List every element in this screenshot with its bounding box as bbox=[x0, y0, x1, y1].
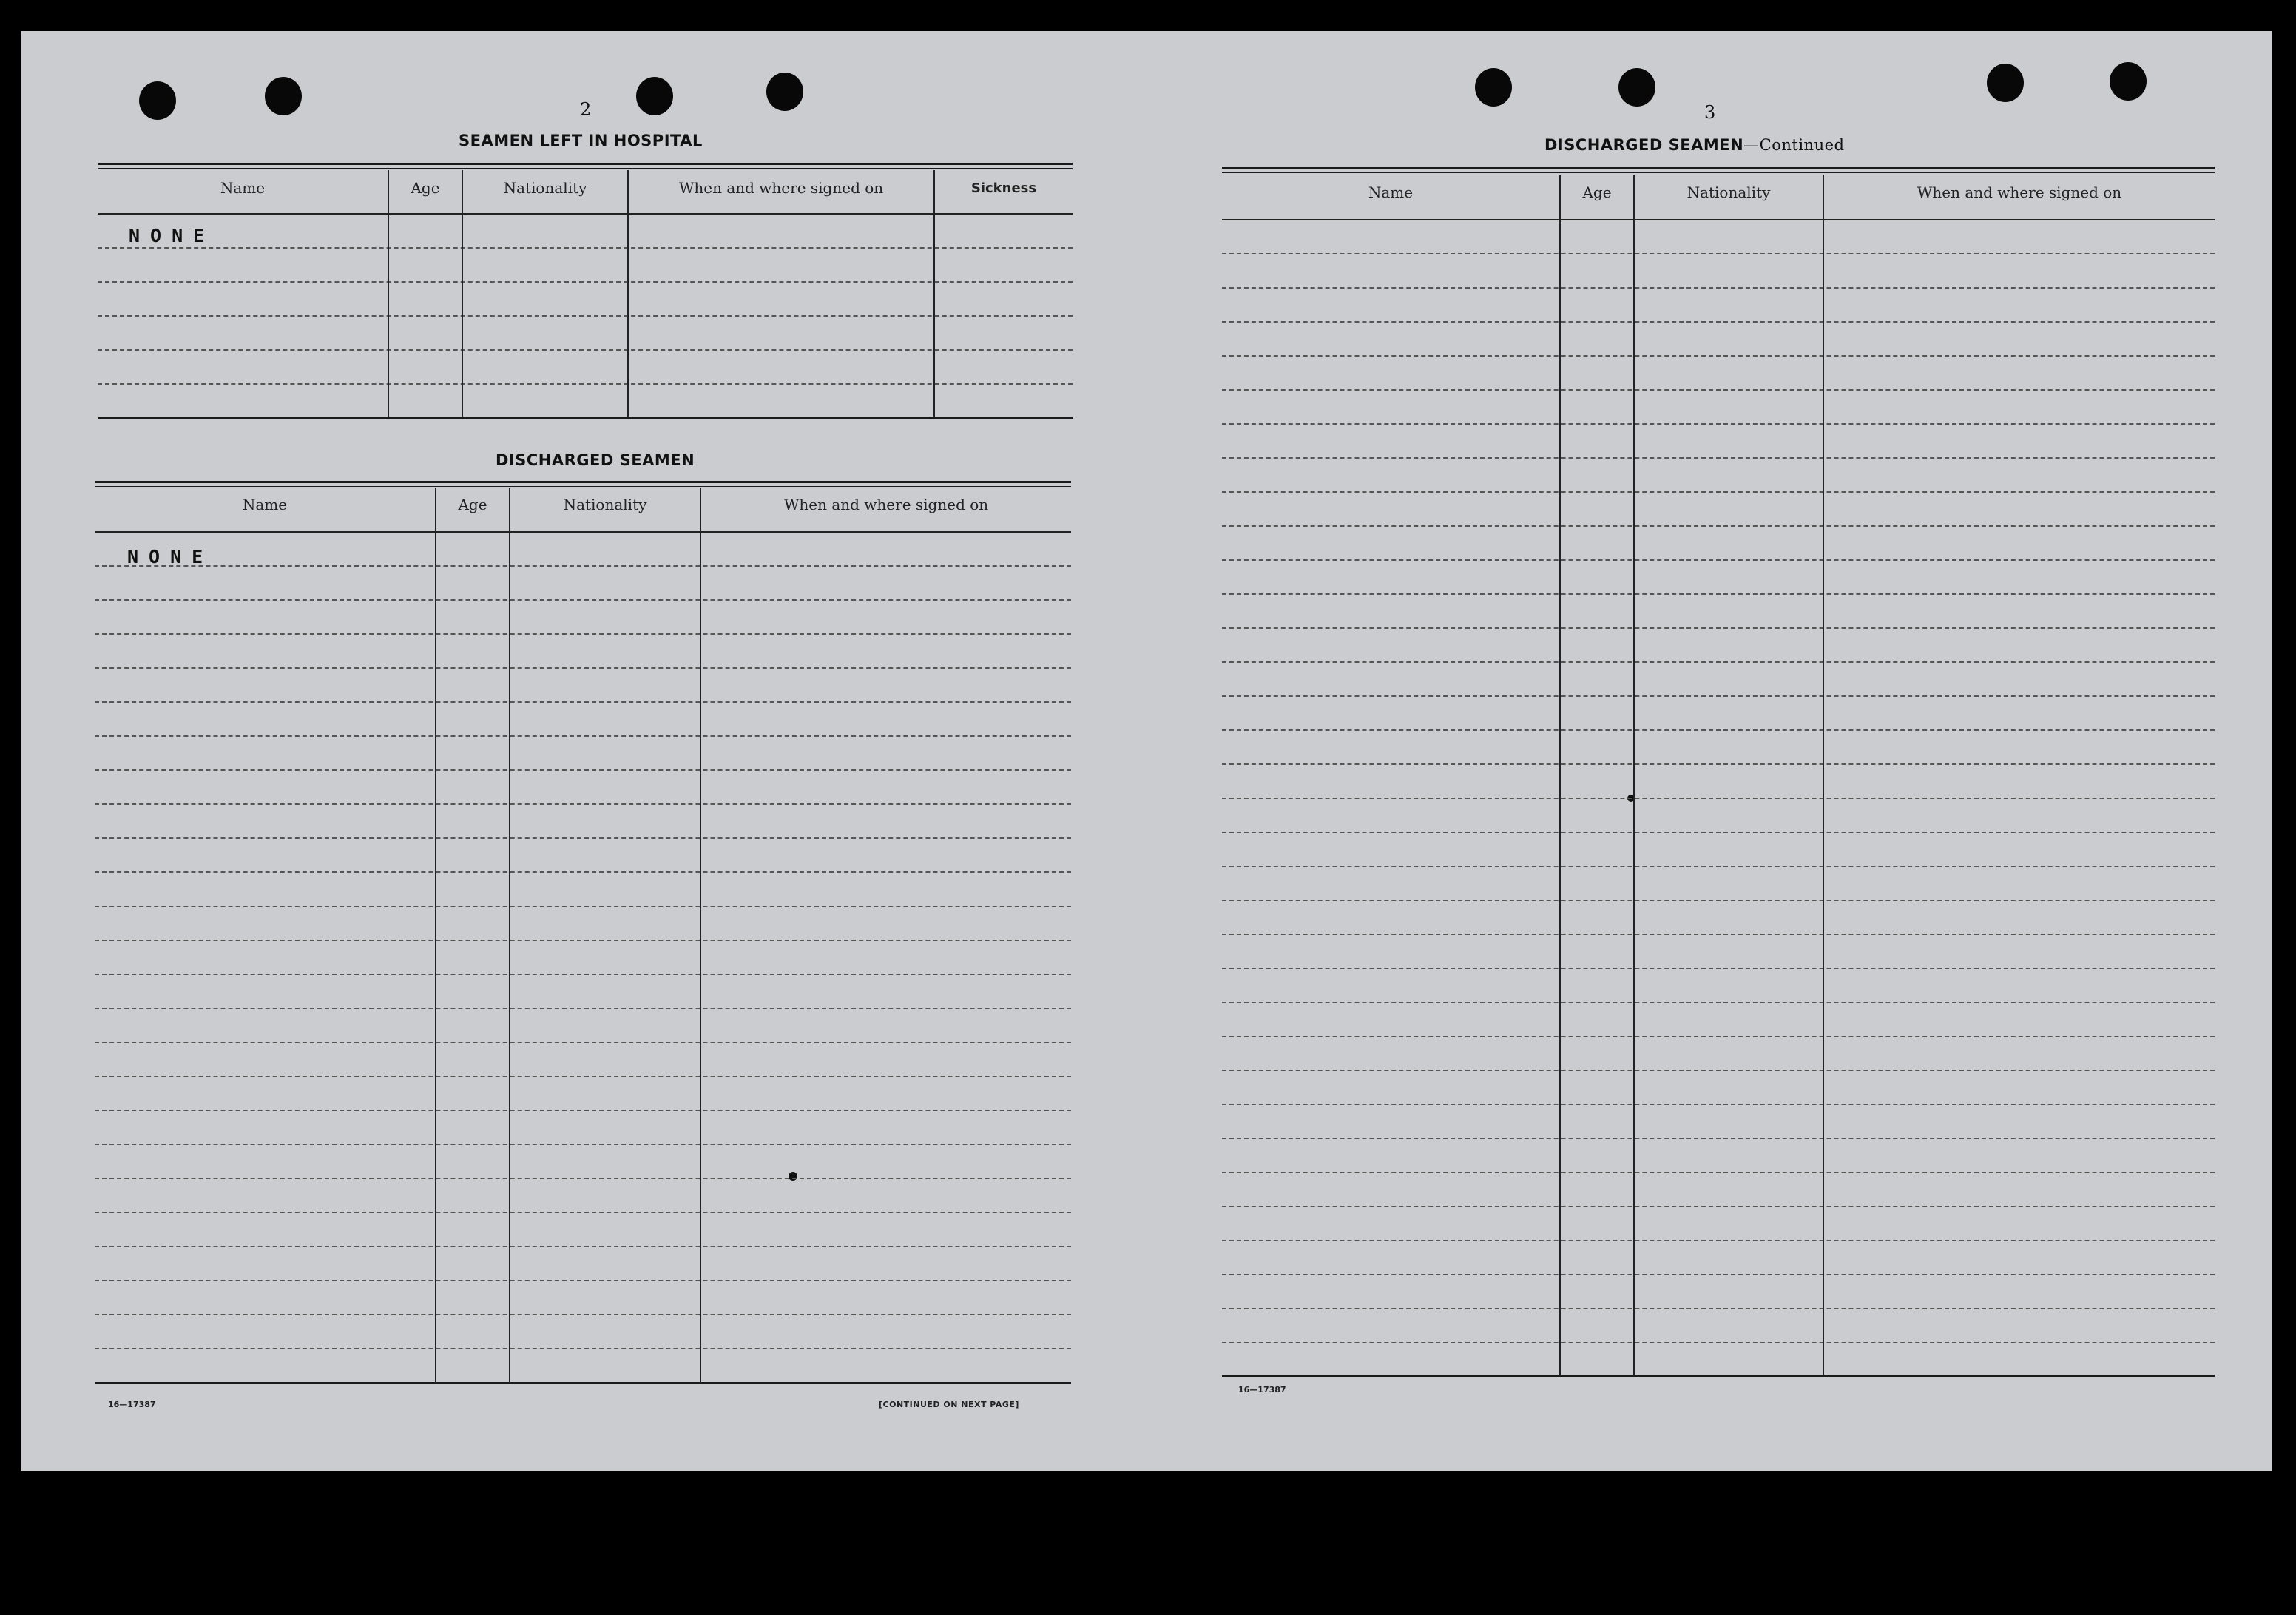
form-number: 16—17387 bbox=[1238, 1385, 1286, 1395]
column-header-nationality: Nationality bbox=[563, 496, 647, 513]
discharged-continued-table bbox=[1222, 167, 2215, 1410]
column-header-name: Name bbox=[1368, 183, 1414, 201]
column-header-name: Name bbox=[220, 179, 266, 197]
title-text: DISCHARGED SEAMEN bbox=[1544, 136, 1744, 154]
column-header-age: Age bbox=[411, 179, 440, 197]
hospital-table bbox=[98, 163, 1073, 436]
column-header-nationality: Nationality bbox=[1686, 183, 1771, 201]
column-header-signed-on: When and where signed on bbox=[1917, 183, 2122, 201]
punch-hole bbox=[1475, 68, 1512, 107]
discharged-section-title: DISCHARGED SEAMEN bbox=[496, 451, 695, 469]
punch-hole bbox=[1987, 64, 2024, 102]
column-header-name: Name bbox=[242, 496, 288, 513]
punch-hole bbox=[139, 81, 176, 120]
form-sheet bbox=[21, 31, 2272, 1471]
discharged-entry-none: NONE bbox=[127, 546, 214, 567]
discharged-table bbox=[95, 481, 1071, 1398]
column-header-age: Age bbox=[458, 496, 487, 513]
continued-note: [CONTINUED ON NEXT PAGE] bbox=[879, 1400, 1019, 1409]
title-suffix: —Continued bbox=[1743, 136, 1845, 154]
punch-hole bbox=[636, 77, 673, 115]
page-number: 3 bbox=[1704, 102, 1716, 123]
column-header-nationality: Nationality bbox=[503, 179, 587, 197]
column-header-signed-on: When and where signed on bbox=[678, 179, 884, 197]
discharged-continued-title bbox=[1544, 136, 1844, 154]
punch-hole bbox=[265, 77, 302, 115]
punch-hole bbox=[2110, 62, 2147, 101]
form-number: 16—17387 bbox=[108, 1400, 156, 1409]
column-header-signed-on: When and where signed on bbox=[783, 496, 989, 513]
hospital-section-title: SEAMEN LEFT IN HOSPITAL bbox=[459, 132, 703, 149]
page-number: 2 bbox=[580, 99, 592, 120]
column-header-sickness: Sickness bbox=[970, 181, 1037, 196]
hospital-entry-none: NONE bbox=[129, 225, 215, 246]
punch-hole bbox=[1618, 68, 1655, 107]
punch-hole bbox=[766, 73, 803, 111]
column-header-age: Age bbox=[1582, 183, 1612, 201]
